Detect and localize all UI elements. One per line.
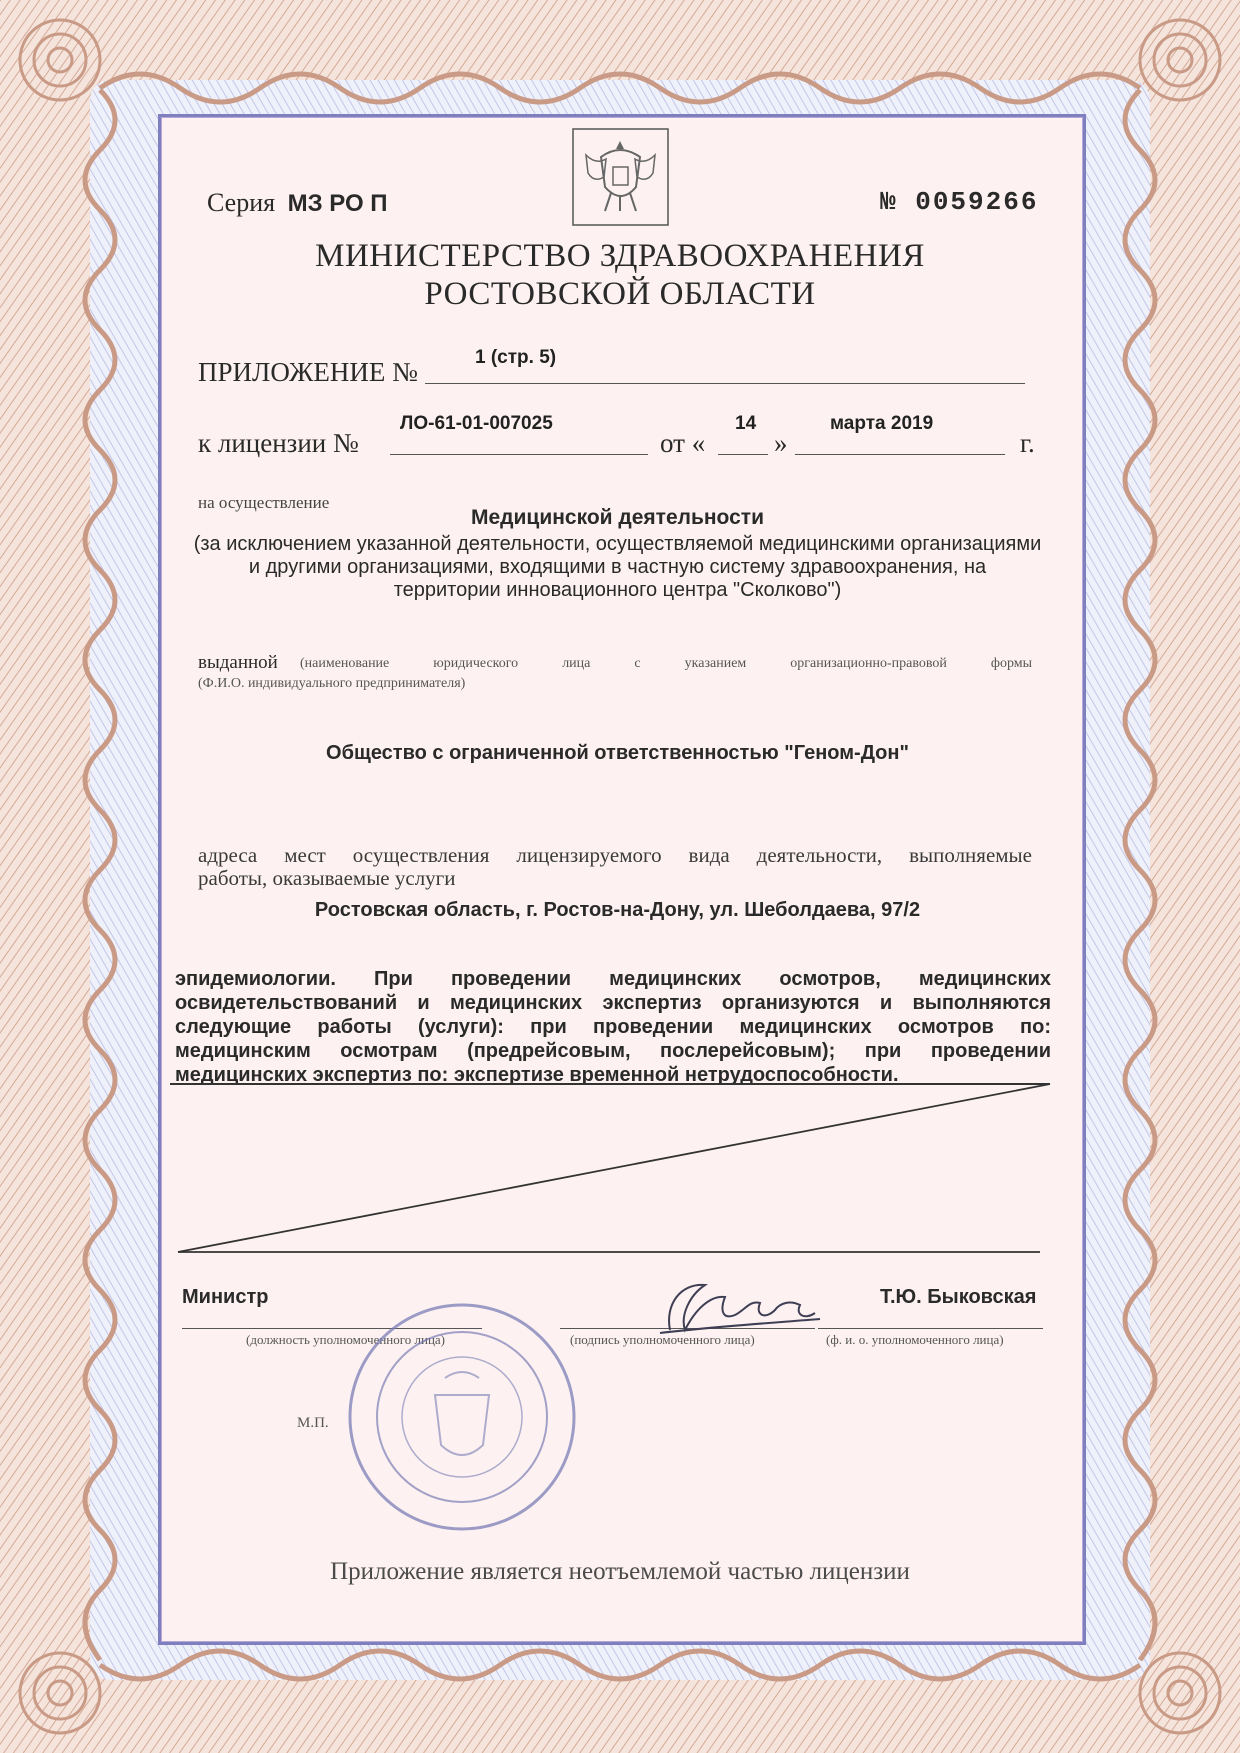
stamp-place-label: М.П.: [297, 1415, 329, 1431]
activity-description-line: территории инновационного центра "Сколково"): [393, 579, 842, 601]
signer-name: Т.Ю. Быковская: [880, 1286, 1037, 1308]
handwritten-signature: [650, 1275, 830, 1345]
footer-note: Приложение является неотъемлемой частью лицензии: [330, 1558, 910, 1585]
address-label-line2: работы, оказываемые услуги: [198, 866, 456, 890]
appendix-value: 1 (стр. 5): [475, 347, 557, 368]
signature-hint: (подпись уполномоченного лица): [570, 1332, 755, 1347]
organization-name: Общество с ограниченной ответственностью "Геном-Дон": [326, 742, 909, 764]
issued-label: выданной: [198, 652, 278, 673]
works-line: медицинских экспертиз по: экспертизе временной нетрудоспособности.: [175, 1064, 899, 1086]
name-hint: (ф. и. о. уполномоченного лица): [826, 1332, 1004, 1347]
activity-description-line: (за исключением указанной деятельности, осуществляемой медицинскими организациями: [193, 533, 1042, 555]
series-label: Серия: [207, 188, 276, 217]
license-number-underline: [390, 454, 648, 455]
license-day: 14: [735, 413, 757, 434]
activity-title: Медицинской деятельности: [471, 506, 764, 529]
official-stamp: [345, 1300, 580, 1535]
name-underline: [818, 1328, 1043, 1329]
blank-space-filler-lines: [160, 1080, 1060, 1260]
appendix-underline: [425, 383, 1025, 384]
activity-label: на осуществление: [198, 493, 330, 512]
issued-hint-line2: (Ф.И.О. индивидуального предпринимателя): [198, 676, 466, 691]
license-label: к лицензии №: [198, 428, 359, 458]
appendix-label: ПРИЛОЖЕНИЕ №: [198, 357, 418, 387]
works-line: медицинским осмотрам (предрейсовым, послерейсовым); при проведении: [175, 1040, 1051, 1062]
number-value: 0059266: [915, 187, 1039, 217]
address-label-line1: адреса мест осуществления лицензируемого вида деятельности, выполняемые: [198, 843, 1032, 867]
ministry-title-line1: МИНИСТЕРСТВО ЗДРАВООХРАНЕНИЯ: [315, 238, 925, 274]
coat-of-arms-icon: [571, 127, 670, 227]
signer-position: Министр: [182, 1286, 269, 1308]
series-line: [207, 188, 388, 218]
license-from-label: от «: [660, 428, 706, 458]
address-value: Ростовская область, г. Ростов-на-Дону, ул. Шеболдаева, 97/2: [314, 899, 921, 921]
activity-description: [165, 533, 1070, 602]
form-number: [880, 187, 1038, 217]
works-line: освидетельствований и медицинских экспертиз организуются и выполняются: [175, 992, 1051, 1014]
license-month-year: марта 2019: [830, 413, 934, 434]
series-value: МЗ РО П: [287, 190, 388, 217]
license-year-suffix: г.: [1020, 428, 1035, 458]
position-hint: (должность уполномоченного лица): [246, 1332, 446, 1347]
license-number: ЛО-61-01-007025: [400, 413, 553, 434]
license-day-underline: [718, 454, 768, 455]
ministry-title-line2: РОСТОВСКОЙ ОБЛАСТИ: [424, 276, 816, 312]
license-quote-close: »: [774, 428, 788, 458]
works-line: эпидемиологии. При проведении медицинских осмотров, медицинских: [175, 968, 1051, 990]
activity-description-line: и другими организациями, входящими в частную систему здравоохранения, на: [248, 556, 987, 578]
license-month-underline: [795, 454, 1005, 455]
works-text: [175, 967, 1051, 1087]
works-line: следующие работы (услуги): при проведении медицинских осмотров по:: [175, 1016, 1051, 1038]
number-sign: №: [880, 187, 898, 217]
issued-hint-line1: (наименование юридического лица с указанием организационно-правовой формы: [300, 656, 1032, 671]
